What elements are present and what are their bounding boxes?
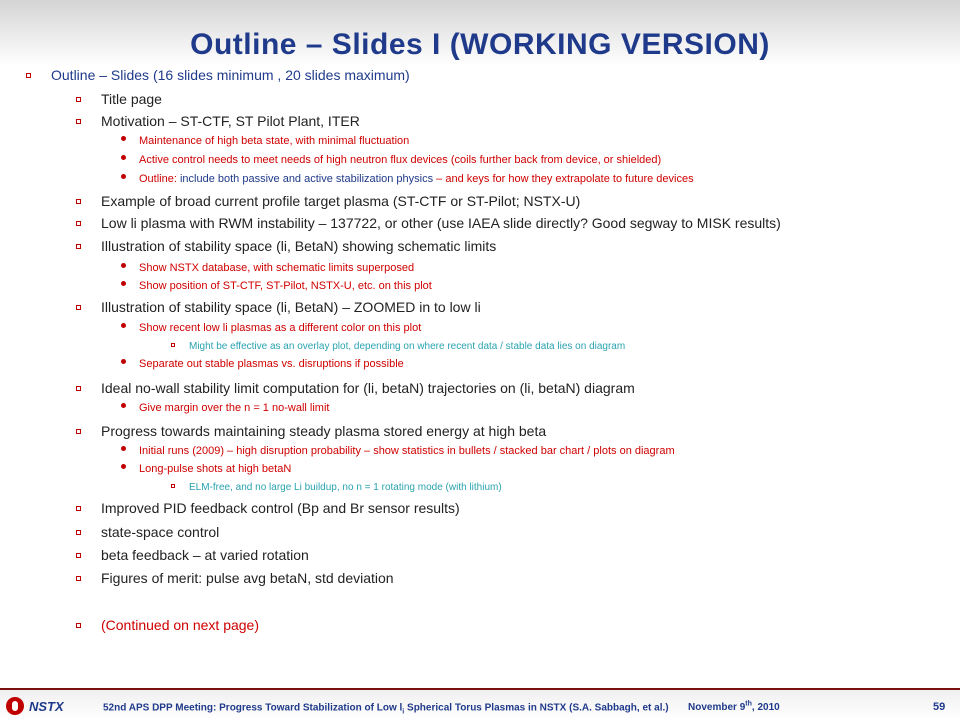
round-bullet-icon bbox=[121, 155, 126, 160]
outline-item-3: Maintenance of high beta state, with minimal fluctuation bbox=[121, 135, 409, 147]
square-bullet-icon bbox=[171, 484, 175, 488]
outline-item-12: Show recent low li plasmas as a different color on this plot bbox=[121, 322, 421, 334]
round-bullet-icon bbox=[121, 403, 126, 408]
page-number: 59 bbox=[933, 701, 946, 713]
round-bullet-icon bbox=[121, 323, 126, 328]
outline-item-20: ELM-free, and no large Li buildup, no n = 1 rotating mode (with lithium) bbox=[171, 482, 502, 493]
square-bullet-icon bbox=[26, 73, 31, 78]
square-bullet-icon bbox=[171, 343, 175, 347]
square-bullet-icon bbox=[76, 97, 81, 102]
round-bullet-icon bbox=[121, 464, 126, 469]
outline-item-17: Progress towards maintaining steady plasma stored energy at high beta bbox=[76, 423, 546, 439]
square-bullet-icon bbox=[76, 506, 81, 511]
square-bullet-icon bbox=[76, 221, 81, 226]
outline-item-21: Improved PID feedback control (Bp and Br sensor results) bbox=[76, 500, 460, 516]
outline-item-1: Title page bbox=[76, 91, 162, 107]
outline-item-25: (Continued on next page) bbox=[76, 617, 259, 633]
outline-item-24: Figures of merit: pulse avg betaN, std deviation bbox=[76, 570, 394, 586]
round-bullet-icon bbox=[121, 281, 126, 286]
outline-item-0: Outline – Slides (16 slides minimum , 20 slides maximum) bbox=[26, 67, 410, 83]
outline-item-14: Separate out stable plasmas vs. disruptions if possible bbox=[121, 358, 404, 370]
footer-meeting-text: 52nd APS DPP Meeting: Progress Toward Stabilization of Low $l_i$ Spherical Torus Plasmas in NSTX (S.A. Sabbagh, et al.) November 9th, 2010 bbox=[103, 701, 780, 716]
footer-date: November 9th, 2010 bbox=[688, 701, 780, 714]
round-bullet-icon bbox=[121, 359, 126, 364]
outline-item-15: Ideal no-wall stability limit computation for (li, betaN) trajectories on (li, betaN) diagram bbox=[76, 380, 635, 396]
outline-item-4: Active control needs to meet needs of high neutron flux devices (coils further back from device, or shielded) bbox=[121, 154, 661, 166]
outline-item-11: Illustration of stability space (li, BetaN) – ZOOMED in to low li bbox=[76, 299, 481, 315]
outline-item-22: state-space control bbox=[76, 524, 219, 540]
square-bullet-icon bbox=[76, 199, 81, 204]
outline-item-7: Low li plasma with RWM instability – 137722, or other (use IAEA slide directly? Good segway to MISK results) bbox=[76, 215, 781, 231]
round-bullet-icon bbox=[121, 446, 126, 451]
outline-item-9: Show NSTX database, with schematic limits superposed bbox=[121, 262, 414, 274]
square-bullet-icon bbox=[76, 429, 81, 434]
outline-item-8: Illustration of stability space (li, BetaN) showing schematic limits bbox=[76, 238, 496, 254]
nstx-logo-icon bbox=[6, 697, 24, 715]
outline-item-18: Initial runs (2009) – high disruption probability – show statistics in bullets / stacked bar chart / plots on diagram bbox=[121, 445, 675, 457]
outline-item-23: beta feedback – at varied rotation bbox=[76, 547, 309, 563]
outline-item-2: Motivation – ST-CTF, ST Pilot Plant, ITER bbox=[76, 113, 360, 129]
square-bullet-icon bbox=[76, 576, 81, 581]
square-bullet-icon bbox=[76, 305, 81, 310]
outline-item-13: Might be effective as an overlay plot, depending on where recent data / stable data lies on diagram bbox=[171, 341, 625, 352]
outline-item-6: Example of broad current profile target plasma (ST-CTF or ST-Pilot; NSTX-U) bbox=[76, 193, 580, 209]
square-bullet-icon bbox=[76, 386, 81, 391]
square-bullet-icon bbox=[76, 530, 81, 535]
square-bullet-icon bbox=[76, 623, 81, 628]
outline-item-5: Outline: include both passive and active stabilization physics – and keys for how they extrapolate to future devices bbox=[121, 173, 694, 185]
square-bullet-icon bbox=[76, 119, 81, 124]
square-bullet-icon bbox=[76, 553, 81, 558]
outline-item-10: Show position of ST-CTF, ST-Pilot, NSTX-U, etc. on this plot bbox=[121, 280, 432, 292]
round-bullet-icon bbox=[121, 174, 126, 179]
square-bullet-icon bbox=[76, 244, 81, 249]
outline-item-16: Give margin over the n = 1 no-wall limit bbox=[121, 402, 329, 414]
outline-item-19: Long-pulse shots at high betaN bbox=[121, 463, 291, 475]
nstx-logo-text: NSTX bbox=[29, 699, 64, 714]
slide-title: Outline – Slides I (WORKING VERSION) bbox=[190, 28, 770, 61]
round-bullet-icon bbox=[121, 263, 126, 268]
round-bullet-icon bbox=[121, 136, 126, 141]
